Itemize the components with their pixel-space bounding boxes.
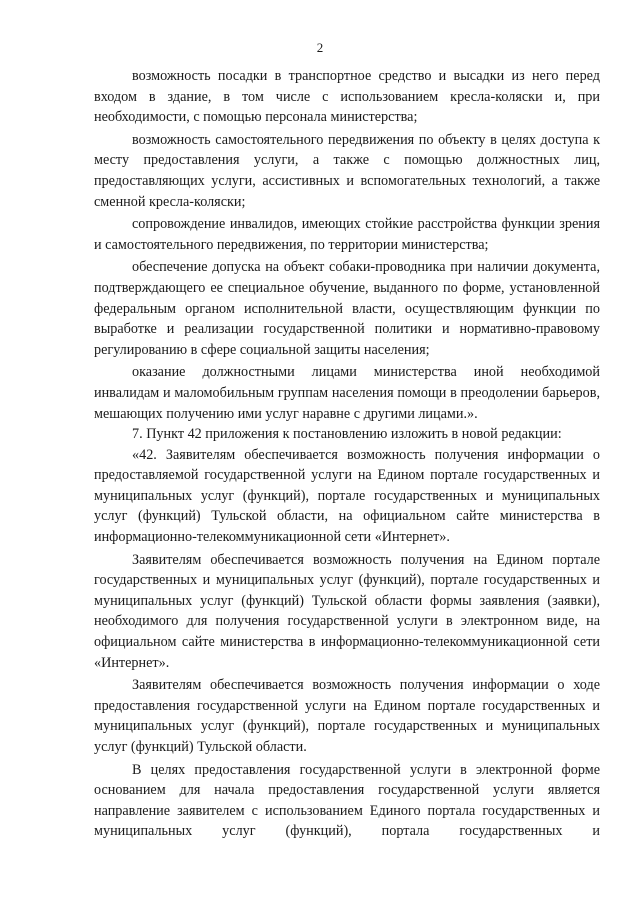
paragraph: обеспечение допуска на объект собаки-проводника при наличии документа, подтверждающего ее специальное обучение, выданного по форме, установленной федеральным органом исполнительной власти, осуществляющим функции по выработке и реализации государственной политики и нормативно-правовому регулированию в сфере социальной защиты населения; xyxy=(94,259,600,358)
paragraph: возможность посадки в транспортное средство и высадки из него перед входом в здание, в том числе с использованием кресла-коляски и, при необходимости, с помощью персонала министерства; xyxy=(94,68,600,126)
paragraph: Заявителям обеспечивается возможность получения на Едином портале государственных и муниципальных услуг (функций), портале государственных и муниципальных услуг (функций) Тульской области формы заявления (заявки), необходимого для получения государственной услуги в электронном виде, на официальном сайте министерства в информационно-телекоммуникационной сети «Интернет». xyxy=(94,551,600,671)
paragraph: «42. Заявителям обеспечивается возможность получения информации о предоставляемой государственной услуги на Едином портале государственных и муниципальных услуг (функций), портале государственных и муниципальных услуг (функций) Тульской области, на официальном сайте министерства в информационно-телекоммуникационной сети «Интернет». xyxy=(94,446,600,546)
paragraph: возможность самостоятельного передвижения по объекту в целях доступа к месту предоставления услуги, а также с помощью должностных лиц, предоставляющих услуги, ассистивных и вспомогательных технологий, а также сменной кресла-коляски; xyxy=(94,131,600,210)
paragraph: 7. Пункт 42 приложения к постановлению изложить в новой редакции: xyxy=(132,426,562,443)
paragraph: сопровождение инвалидов, имеющих стойкие расстройства функции зрения и самостоятельного передвижения, по территории министерства; xyxy=(94,216,600,253)
paragraph: оказание должностными лицами министерства иной необходимой инвалидам и маломобильным группам населения помощи в преодолении барьеров, мешающих получению ими услуг наравне с другими лицами.». xyxy=(94,364,600,422)
document-body xyxy=(94,66,600,842)
paragraph: Заявителям обеспечивается возможность получения информации о ходе предоставления государственной услуги на Едином портале государственных и муниципальных услуг (функций), портале государственных и муниципальных услуг (функций) Тульской области. xyxy=(94,677,600,755)
page-number: 2 xyxy=(316,40,324,55)
paragraph: В целях предоставления государственной услуги в электронной форме основанием для начала предоставления государственной услуги является направление заявителем с использованием Единого портала государственных и муниципальных услуг (функций), портала государственных и xyxy=(94,761,600,840)
